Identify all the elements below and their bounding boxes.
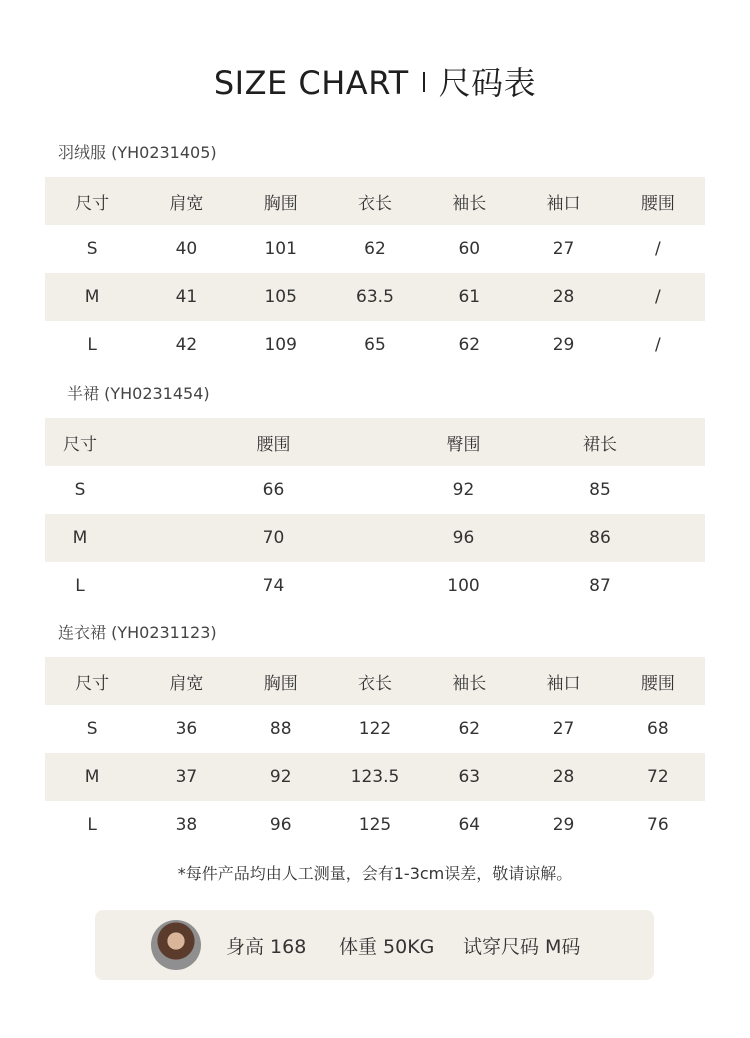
table-cell: L xyxy=(87,815,97,835)
table-cell: 74 xyxy=(262,576,285,596)
table-header-cell: 肩宽 xyxy=(139,177,233,225)
table-cell: M xyxy=(45,753,139,801)
table-cell: 68 xyxy=(647,719,669,739)
table-cell: 76 xyxy=(647,815,669,835)
table-header-row xyxy=(45,418,705,466)
table-cell: 36 xyxy=(175,719,198,739)
table-cell: 87 xyxy=(589,576,611,596)
table-header-cell: 肩宽 xyxy=(139,657,233,705)
table-header-cell: 胸围 xyxy=(234,657,328,705)
table-cell: S xyxy=(86,239,98,259)
table-row xyxy=(45,753,705,801)
table-header-cell: 臀围 xyxy=(432,418,495,466)
table-cell: L xyxy=(75,576,85,596)
table-cell: 85 xyxy=(589,480,611,500)
table-row xyxy=(45,273,705,321)
table-header-cell: 胸围 xyxy=(234,177,328,225)
table-cell: 29 xyxy=(552,815,575,835)
model-info-card xyxy=(95,910,654,980)
table-cell: 122 xyxy=(358,719,392,739)
table-header-row xyxy=(45,657,705,705)
table-cell: S xyxy=(86,719,98,739)
table-header-cell: 腰围 xyxy=(115,418,432,466)
table-cell: 62 xyxy=(364,239,386,259)
table-row xyxy=(45,514,705,562)
model-trial-size: 试穿尺码 M码 xyxy=(463,936,581,958)
table-row xyxy=(45,705,705,753)
table-cell: 62 xyxy=(458,719,481,739)
table-header-cell: 袖长 xyxy=(422,177,516,225)
table-header-cell: 腰围 xyxy=(611,177,705,225)
table-header-cell: 裙长 xyxy=(495,418,705,466)
table-cell: 29 xyxy=(552,335,575,355)
table-header-row xyxy=(45,177,705,225)
table-header-cell: 袖口 xyxy=(516,657,610,705)
table-cell: / xyxy=(611,273,705,321)
table-header-cell: 袖长 xyxy=(422,657,516,705)
table-cell: 101 xyxy=(264,239,297,259)
table-cell: / xyxy=(654,335,661,355)
page-title-en: SIZE CHART xyxy=(213,64,409,102)
table-cell: 63 xyxy=(422,753,516,801)
table-row xyxy=(45,321,705,369)
table-cell: 27 xyxy=(552,239,575,259)
table-header-cell: 袖口 xyxy=(516,177,610,225)
table-cell: 38 xyxy=(175,815,198,835)
table-cell: 105 xyxy=(234,273,328,321)
table-row xyxy=(45,466,705,514)
table-cell: 86 xyxy=(495,514,705,562)
table-cell: 66 xyxy=(262,480,285,500)
measurement-footnote: *每件产品均由人工测量，会有1-3cm误差，敬请谅解。 xyxy=(177,864,573,883)
table-cell: M xyxy=(45,514,115,562)
table-cell: 125 xyxy=(358,815,392,835)
size-table-down-jacket xyxy=(45,177,705,369)
table-cell: 96 xyxy=(269,815,292,835)
table-cell: 42 xyxy=(175,335,198,355)
section-title-down-jacket: 羽绒服 (YH0231405) xyxy=(58,143,217,162)
model-avatar xyxy=(151,920,201,970)
table-cell: 27 xyxy=(552,719,575,739)
table-cell: 109 xyxy=(264,335,297,355)
title-divider xyxy=(423,72,425,92)
table-row xyxy=(45,562,705,610)
table-header-cell: 尺寸 xyxy=(45,657,139,705)
table-cell: L xyxy=(87,335,97,355)
table-cell: S xyxy=(74,480,86,500)
table-cell: 28 xyxy=(516,273,610,321)
table-cell: 37 xyxy=(139,753,233,801)
table-cell: 72 xyxy=(611,753,705,801)
table-cell: 64 xyxy=(458,815,481,835)
table-cell: 65 xyxy=(364,335,386,355)
size-table-skirt xyxy=(45,418,705,610)
table-row xyxy=(45,801,705,849)
table-row xyxy=(45,225,705,273)
table-cell: 40 xyxy=(175,239,198,259)
table-cell: 96 xyxy=(432,514,495,562)
table-cell: 92 xyxy=(452,480,475,500)
table-cell: 61 xyxy=(422,273,516,321)
table-header-cell: 衣长 xyxy=(328,657,422,705)
page-title xyxy=(0,58,750,104)
table-cell: 92 xyxy=(234,753,328,801)
table-cell: / xyxy=(654,239,661,259)
section-title-dress: 连衣裙 (YH0231123) xyxy=(58,623,217,642)
table-header-cell: 衣长 xyxy=(328,177,422,225)
model-weight: 体重 50KG xyxy=(339,936,435,958)
page-title-cn: 尺码表 xyxy=(438,64,537,102)
table-cell: M xyxy=(45,273,139,321)
table-cell: 62 xyxy=(458,335,481,355)
size-table-dress xyxy=(45,657,705,849)
table-cell: 123.5 xyxy=(328,753,422,801)
table-cell: 41 xyxy=(139,273,233,321)
table-cell: 88 xyxy=(269,719,292,739)
table-cell: 60 xyxy=(458,239,481,259)
model-height: 身高 168 xyxy=(226,936,307,958)
table-header-cell: 尺寸 xyxy=(45,177,139,225)
section-title-skirt: 半裙 (YH0231454) xyxy=(67,384,210,403)
table-cell: 28 xyxy=(516,753,610,801)
table-header-cell: 腰围 xyxy=(611,657,705,705)
table-cell: 63.5 xyxy=(328,273,422,321)
table-cell: 100 xyxy=(447,576,480,596)
table-cell: 70 xyxy=(115,514,432,562)
table-header-cell: 尺寸 xyxy=(45,418,115,466)
